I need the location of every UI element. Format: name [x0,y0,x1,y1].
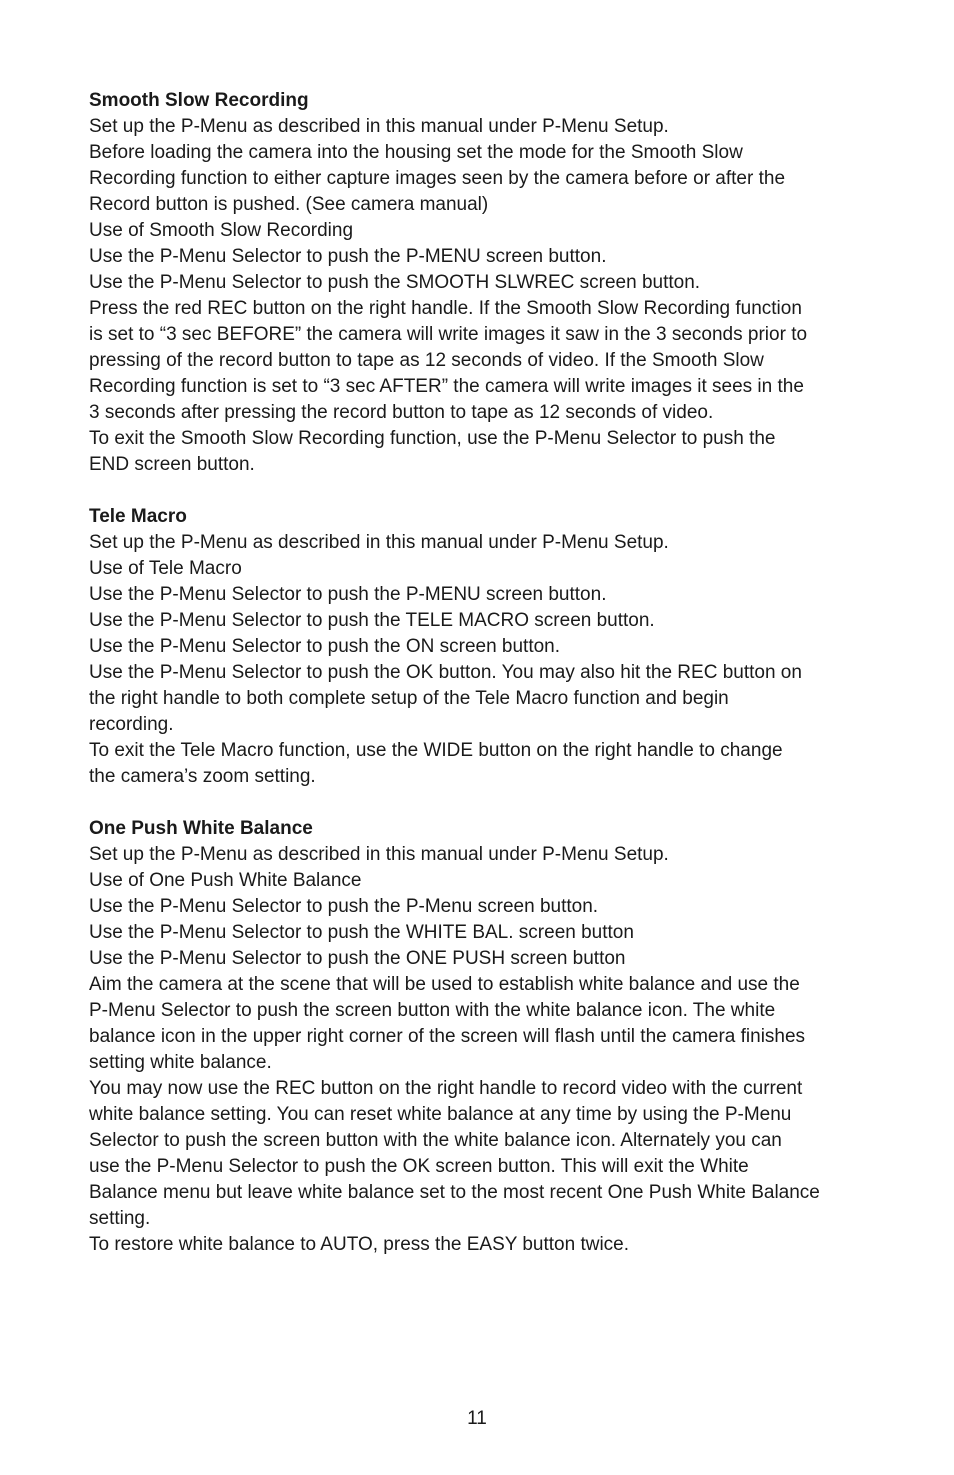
body-line: Use of One Push White Balance [89,870,362,891]
body-line: Use the P-Menu Selector to push the SMOOTH SLWREC screen button. [89,272,701,293]
body-line: To exit the Smooth Slow Recording function, use the P-Menu Selector to push the [89,428,776,449]
body-line: Use the P-Menu Selector to push the TELE MACRO screen button. [89,610,655,631]
body-line: is set to “3 sec BEFORE” the camera will write images it saw in the 3 seconds prior to [89,324,808,345]
body-line: use the P-Menu Selector to push the OK screen button. This will exit the White [89,1156,749,1177]
document-page [89,88,879,1284]
body-line: Use the P-Menu Selector to push the P-Menu screen button. [89,896,599,917]
body-line: Set up the P-Menu as described in this manual under P-Menu Setup. [89,116,669,137]
body-line: Use the P-Menu Selector to push the P-MENU screen button. [89,584,607,605]
section-tele-macro [89,504,879,790]
body-line: P-Menu Selector to push the screen button with the white balance icon. The white [89,1000,776,1021]
body-line: Use the P-Menu Selector to push the WHITE BAL. screen button [89,922,634,943]
section-heading: One Push White Balance [89,818,313,839]
body-line: the camera’s zoom setting. [89,766,316,787]
body-line: Use the P-Menu Selector to push the OK button. You may also hit the REC button on [89,662,802,683]
body-line: Use of Tele Macro [89,558,242,579]
body-line: recording. [89,714,174,735]
body-line: Balance menu but leave white balance set to the most recent One Push White Balance [89,1182,820,1203]
body-line: Set up the P-Menu as described in this manual under P-Menu Setup. [89,532,669,553]
body-line: Use the P-Menu Selector to push the P-MENU screen button. [89,246,607,267]
page-number: 11 [467,1408,487,1429]
body-line: Press the red REC button on the right handle. If the Smooth Slow Recording function [89,298,802,319]
section-heading: Tele Macro [89,506,187,527]
body-line: Use the P-Menu Selector to push the ONE PUSH screen button [89,948,626,969]
body-line: Selector to push the screen button with the white balance icon. Alternately you can [89,1130,782,1151]
body-line: setting. [89,1208,151,1229]
body-line: Before loading the camera into the housing set the mode for the Smooth Slow [89,142,743,163]
body-line: Recording function to either capture images seen by the camera before or after the [89,168,786,189]
body-line: pressing of the record button to tape as 12 seconds of video. If the Smooth Slow [89,350,764,371]
body-line: Set up the P-Menu as described in this manual under P-Menu Setup. [89,844,669,865]
body-line: white balance setting. You can reset white balance at any time by using the P-Menu [89,1104,792,1125]
body-line: To exit the Tele Macro function, use the WIDE button on the right handle to change [89,740,783,761]
body-line: balance icon in the upper right corner of the screen will flash until the camera finishes [89,1026,806,1047]
body-line: setting white balance. [89,1052,272,1073]
body-line: 3 seconds after pressing the record button to tape as 12 seconds of video. [89,402,714,423]
section-one-push-white-balance [89,816,879,1258]
body-line: Use of Smooth Slow Recording [89,220,354,241]
body-line: END screen button. [89,454,255,475]
body-line: To restore white balance to AUTO, press the EASY button twice. [89,1234,630,1255]
section-heading: Smooth Slow Recording [89,90,309,111]
body-line: You may now use the REC button on the right handle to record video with the current [89,1078,803,1099]
body-line: Recording function is set to “3 sec AFTER” the camera will write images it sees in the [89,376,804,397]
body-line: Use the P-Menu Selector to push the ON screen button. [89,636,561,657]
body-line: the right handle to both complete setup of the Tele Macro function and begin [89,688,729,709]
body-line: Record button is pushed. (See camera manual) [89,194,489,215]
body-line: Aim the camera at the scene that will be used to establish white balance and use the [89,974,800,995]
section-smooth-slow-recording [89,88,879,478]
